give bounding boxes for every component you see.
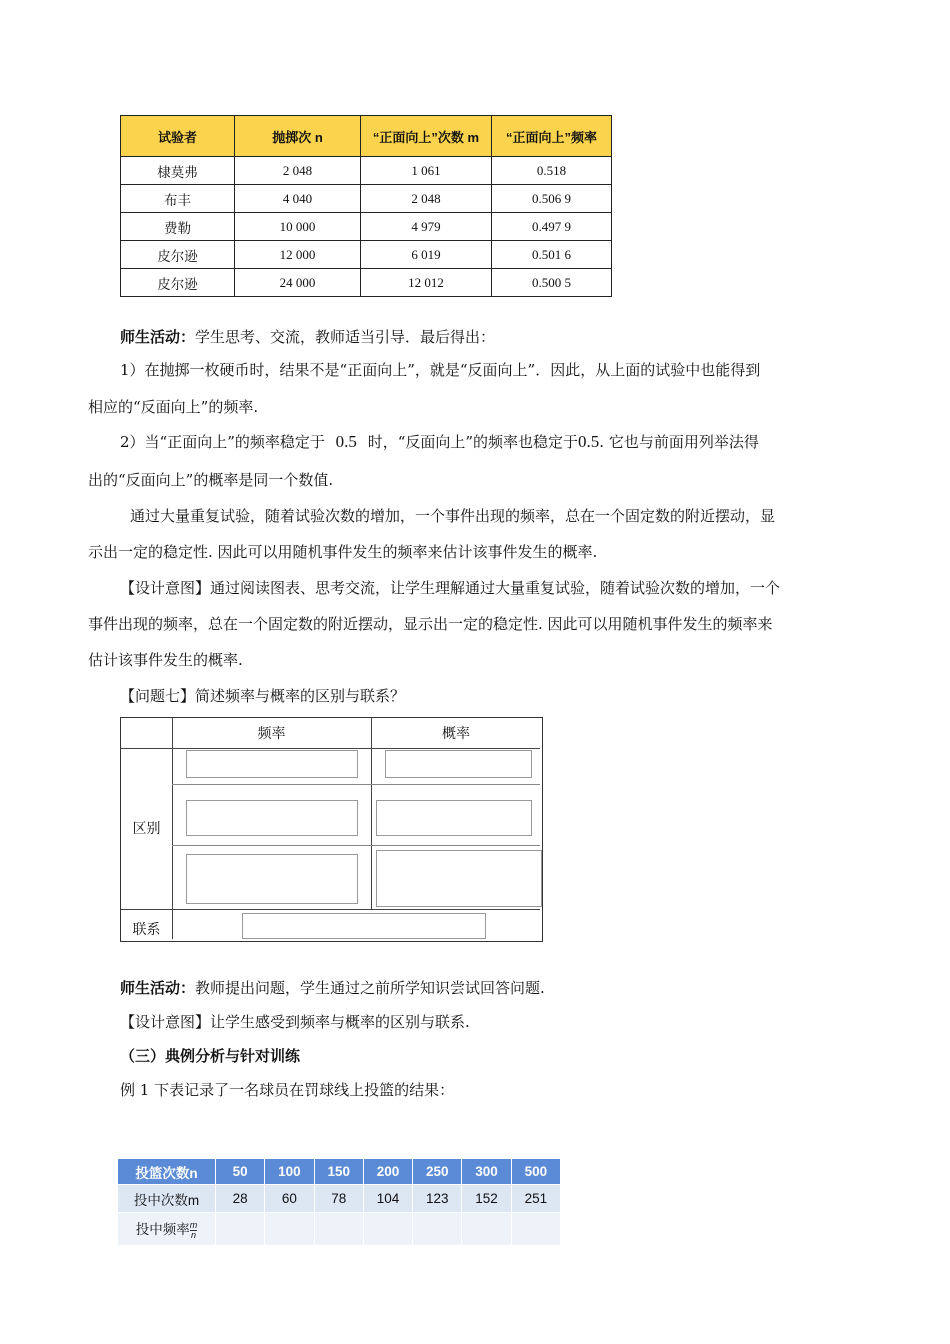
cell: 投中次数m	[118, 1185, 216, 1213]
fraction-den: n	[190, 1229, 196, 1240]
point2-value-2: 0.5	[578, 432, 600, 451]
cell-empty[interactable]	[511, 1213, 560, 1246]
cell: 4 040	[235, 185, 361, 213]
cell: 费勒	[121, 213, 235, 241]
cell: 300	[462, 1159, 511, 1185]
cell: 251	[511, 1185, 560, 1213]
point2-line1	[120, 424, 896, 460]
cell: 123	[413, 1185, 462, 1213]
cell-empty[interactable]	[265, 1213, 314, 1246]
cell: 200	[363, 1159, 412, 1185]
frequency-label: 投中频率	[135, 1222, 190, 1238]
header-throws: 抛掷次 n	[235, 116, 361, 157]
table-header-row	[118, 1159, 561, 1185]
cell: 0.497 9	[492, 213, 612, 241]
cell-frequency-label	[118, 1213, 216, 1246]
activity-paragraph-1	[120, 319, 896, 355]
cell: 棣莫弗	[121, 157, 235, 185]
cell-empty[interactable]	[413, 1213, 462, 1246]
design-intent-2	[120, 1004, 896, 1040]
cell: 150	[314, 1159, 363, 1185]
cell: 28	[216, 1185, 265, 1213]
table-row	[121, 269, 612, 297]
design-label: 【设计意图】	[120, 579, 211, 597]
cell-empty[interactable]	[314, 1213, 363, 1246]
table-row	[118, 1213, 561, 1246]
cell: 10 000	[235, 213, 361, 241]
design-intent-line2: 事件出现的频率，总在一个固定数的附近摆动，显示出一定的稳定性. 因此可以用随机事件发生的频率来	[88, 615, 773, 633]
design-text: 让学生感受到频率与概率的区别与联系.	[210, 1013, 470, 1031]
header-experimenter: 试验者	[121, 116, 235, 157]
header-probability: 概率	[442, 726, 470, 742]
table-row	[121, 213, 612, 241]
question-seven: 【问题七】简述频率与概率的区别与联系？	[120, 687, 406, 705]
cell: 2 048	[235, 157, 361, 185]
cell: 投篮次数n	[118, 1159, 216, 1185]
point1-line1: 1）在抛掷一枚硬币时，结果不是“正面向上”，就是“反面向上”．因此，从上面的试验中也能得到	[120, 361, 761, 379]
table-row	[121, 185, 612, 213]
table-header-row	[121, 116, 612, 157]
header-heads-frequency: “正面向上”频率	[492, 116, 612, 157]
cell: 4 979	[361, 213, 492, 241]
cell: 100	[265, 1159, 314, 1185]
cell: 皮尔逊	[121, 241, 235, 269]
cell: 皮尔逊	[121, 269, 235, 297]
design-text: 通过阅读图表、思考交流，让学生理解通过大量重复试验，随着试验次数的增加，一个	[210, 579, 781, 597]
answer-box[interactable]	[186, 800, 358, 836]
cell: 布丰	[121, 185, 235, 213]
row-label-connection: 联系	[132, 922, 161, 938]
summary-line1: 通过大量重复试验，随着试验次数的增加，一个事件出现的频率，总在一个固定数的附近摆动，显	[130, 507, 776, 525]
cell: 24 000	[235, 269, 361, 297]
answer-box[interactable]	[186, 854, 358, 904]
point2-line2: 出的“反面向上”的概率是同一个数值.	[88, 471, 334, 489]
cell: 6 019	[361, 241, 492, 269]
point2-value-1: 0.5	[335, 432, 357, 451]
header-heads-count: “正面向上”次数 m	[361, 116, 492, 157]
design-intent-line1	[120, 570, 896, 606]
answer-box[interactable]	[376, 800, 532, 836]
cell: 12 012	[361, 269, 492, 297]
cell: 500	[511, 1159, 560, 1185]
activity-label: 师生活动：	[120, 979, 196, 997]
cell: 0.518	[492, 157, 612, 185]
cell-empty[interactable]	[462, 1213, 511, 1246]
cell: 60	[265, 1185, 314, 1213]
activity-label: 师生活动：	[120, 328, 196, 346]
cell: 152	[462, 1185, 511, 1213]
cell: 0.501 6	[492, 241, 612, 269]
example-1: 例 1 下表记录了一名球员在罚球线上投篮的结果：	[120, 1081, 455, 1099]
answer-box[interactable]	[242, 913, 486, 939]
cell: 250	[413, 1159, 462, 1185]
answer-box[interactable]	[376, 850, 542, 907]
header-frequency: 频率	[257, 726, 286, 742]
point2-text-b: 时，“反面向上”的频率也稳定于	[367, 433, 579, 451]
answer-box[interactable]	[186, 750, 358, 778]
activity-text: 教师提出问题，学生通过之前所学知识尝试回答问题.	[195, 979, 545, 997]
design-label: 【设计意图】	[120, 1013, 211, 1031]
cell: 0.506 9	[492, 185, 612, 213]
point2-text-a: 2）当“正面向上”的频率稳定于	[120, 433, 325, 451]
summary-line2: 示出一定的稳定性. 因此可以用随机事件发生的频率来估计该事件发生的概率.	[88, 543, 598, 561]
fraction	[190, 1221, 198, 1240]
fraction-num: m	[189, 1219, 198, 1230]
cell: 50	[216, 1159, 265, 1185]
frequency-probability-table	[120, 717, 543, 942]
cell: 2 048	[361, 185, 492, 213]
table-row	[121, 157, 612, 185]
cell: 104	[363, 1185, 412, 1213]
point1-line2: 相应的“反面向上”的频率.	[88, 398, 259, 416]
answer-box[interactable]	[385, 750, 532, 778]
table-row	[118, 1185, 561, 1213]
section-heading: （三）典例分析与针对训练	[120, 1047, 301, 1065]
cell-empty[interactable]	[363, 1213, 412, 1246]
cell: 1 061	[361, 157, 492, 185]
basketball-table	[117, 1158, 561, 1246]
design-intent-line3: 估计该事件发生的概率.	[88, 651, 243, 669]
experiment-table	[120, 115, 612, 297]
point2-text-c: . 它也与前面用列举法得	[599, 433, 759, 451]
activity-text: 学生思考、交流，教师适当引导．最后得出：	[195, 328, 496, 346]
cell-empty[interactable]	[216, 1213, 265, 1246]
row-label-difference: 区别	[132, 821, 161, 837]
cell: 12 000	[235, 241, 361, 269]
cell: 78	[314, 1185, 363, 1213]
activity-paragraph-2	[120, 970, 896, 1006]
table-row	[121, 241, 612, 269]
cell: 0.500 5	[492, 269, 612, 297]
